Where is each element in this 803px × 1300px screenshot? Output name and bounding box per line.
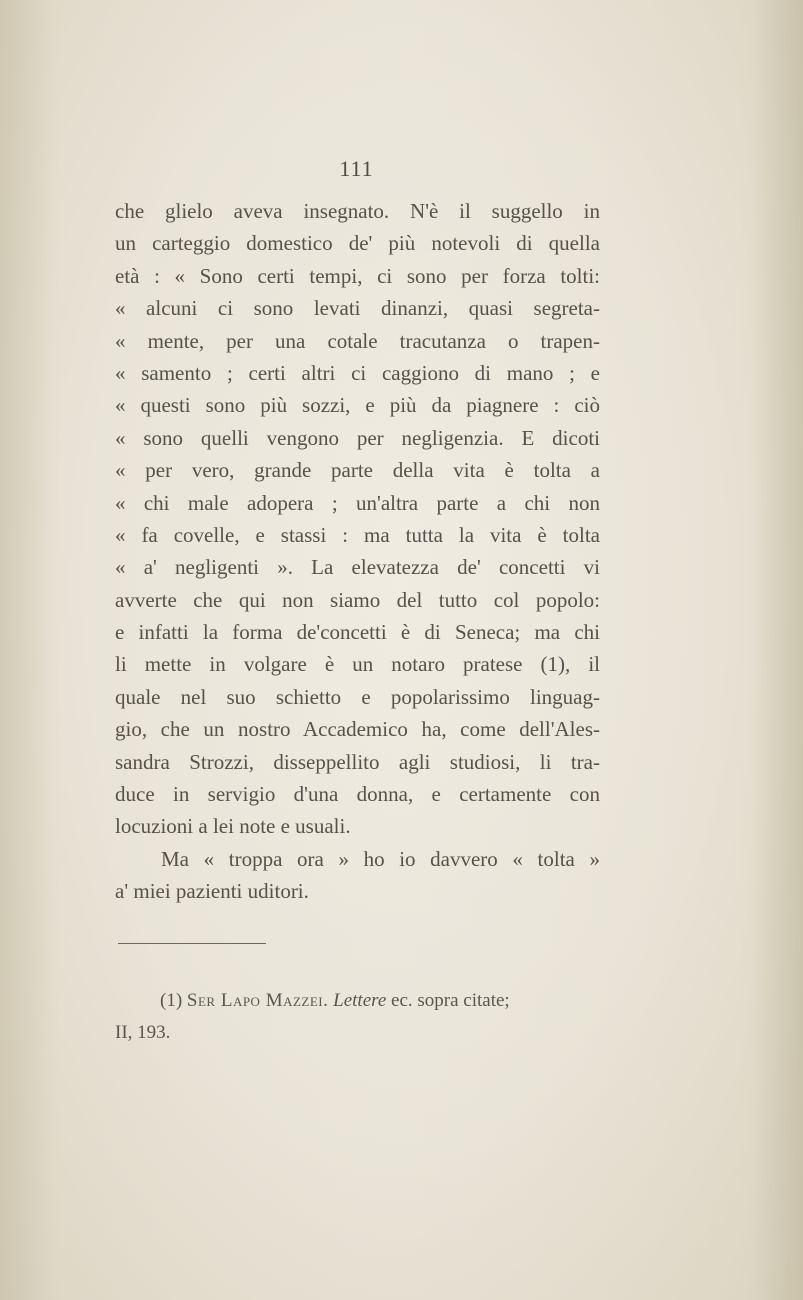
text-line: Ma « troppa ora » ho io davvero « tolta »	[161, 846, 600, 871]
text-line: quale nel suo schietto e popolarissimo linguag-	[115, 684, 600, 709]
text-line: che glielo aveva insegnato. N'è il suggello in	[115, 199, 600, 223]
text-line: « questi sono più sozzi, e più da piagnere : ciò	[115, 393, 600, 418]
text-line: « sono quelli vengono per negligenzia. E dicoti	[115, 425, 600, 450]
text-line: « alcuni ci sono levati dinanzi, quasi segreta-	[115, 296, 600, 321]
text-line: avverte che qui non siamo del tutto col popolo:	[115, 587, 600, 612]
footnote-author: Ser Lapo Mazzei.	[186, 990, 329, 1011]
text-line: « per vero, grande parte della vita è tolta a	[115, 458, 600, 483]
footnote-line-2: II, 193.	[115, 1022, 171, 1043]
text-line: « samento ; certi altri ci caggiono di mano ; e	[115, 360, 600, 385]
text-line: gio, che un nostro Accademico ha, come dell'Ales-	[115, 717, 600, 742]
footnote-marker: (1)	[160, 990, 183, 1011]
footnote	[115, 985, 600, 1049]
text-line: un carteggio domestico de' più notevoli di quella	[115, 231, 600, 256]
text-line: a' miei pazienti uditori.	[115, 879, 309, 904]
text-line: locuzioni a lei note e usuali.	[115, 814, 351, 839]
text-line: li mette in volgare è un notaro pratese (1), il	[115, 652, 600, 677]
text-line: duce in servigio d'una donna, e certamente con	[115, 782, 600, 807]
text-line: « mente, per una cotale tracutanza o trapen-	[115, 328, 600, 353]
footnote-divider	[118, 943, 266, 944]
text-line: sandra Strozzi, disseppellito agli studiosi, li tra-	[115, 749, 600, 774]
text-line: età : « Sono certi tempi, ci sono per forza tolti:	[115, 263, 600, 288]
footnote-title: Lettere	[333, 990, 387, 1011]
body-text	[115, 195, 600, 908]
page-number: 111	[339, 156, 374, 181]
text-line: e infatti la forma de'concetti è di Seneca; ma chi	[115, 620, 600, 645]
text-line: « fa covelle, e stassi : ma tutta la vita è tolta	[115, 522, 600, 547]
text-line: « a' negligenti ». La elevatezza de' concetti vi	[115, 555, 600, 580]
text-line: « chi male adopera ; un'altra parte a chi non	[115, 490, 600, 515]
footnote-line	[115, 985, 600, 1017]
footnote-rest: ec. sopra citate;	[391, 990, 510, 1011]
